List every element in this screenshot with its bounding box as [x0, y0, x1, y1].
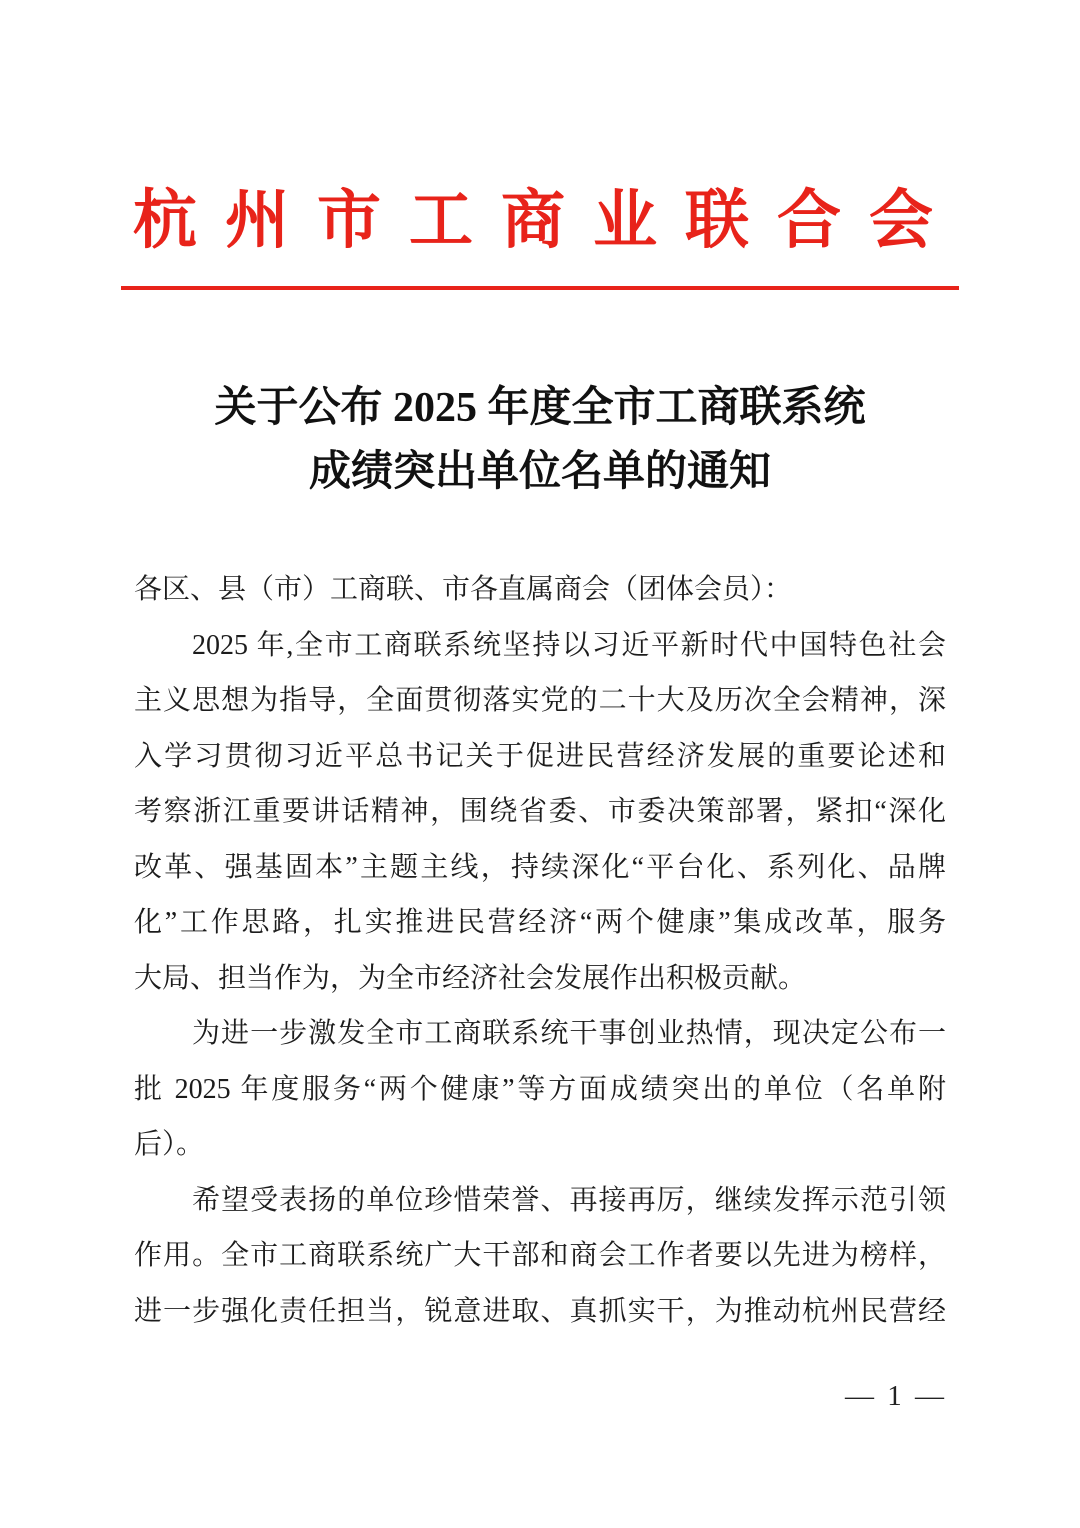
body-salutation: 各区、县（市）工商联、市各直属商会（团体会员）：	[134, 574, 793, 605]
letterhead-org-name: 杭州市工商业联合会	[133, 185, 961, 256]
body-line: 希望受表扬的单位珍惜荣誉、再接再厉，继续发挥示范引领	[192, 1184, 946, 1216]
document-body	[134, 562, 946, 1339]
letterhead-divider	[121, 286, 959, 290]
body-line: 进一步强化责任担当，锐意进取、真抓实干，为推动杭州民营经	[134, 1295, 946, 1327]
body-line: 后）。	[134, 1129, 205, 1160]
page-number: — 1 —	[845, 1380, 947, 1412]
body-line: 批 2025 年度服务“两个健康”等方面成绩突出的单位（名单附	[134, 1073, 946, 1105]
body-line: 主义思想为指导，全面贯彻落实党的二十大及历次全会精神，深	[134, 685, 946, 716]
body-line: 大局、担当作为，为全市经济社会发展作出积极贡献。	[134, 962, 807, 994]
document-title-line-2: 成绩突出单位名单的通知	[308, 449, 771, 495]
body-line: 为进一步激发全市工商联系统干事创业热情，现决定公布一	[192, 1018, 946, 1049]
body-line: 改革、强基固本”主题主线，持续深化“平台化、系列化、品牌	[134, 851, 946, 883]
body-line: 考察浙江重要讲话精神，围绕省委、市委决策部署，紧扣“深化	[134, 796, 946, 827]
document-title-line-1: 关于公布 2025 年度全市工商联系统	[214, 385, 866, 431]
body-line: 作用。全市工商联系统广大干部和商会工作者要以先进为榜样，	[134, 1240, 946, 1271]
document-title	[0, 376, 1080, 504]
body-line: 化”工作思路，扎实推进民营经济“两个健康”集成改革，服务	[134, 907, 946, 938]
body-line: 入学习贯彻习近平总书记关于促进民营经济发展的重要论述和	[134, 740, 946, 772]
body-line: 2025 年,全市工商联系统坚持以习近平新时代中国特色社会	[192, 629, 946, 661]
